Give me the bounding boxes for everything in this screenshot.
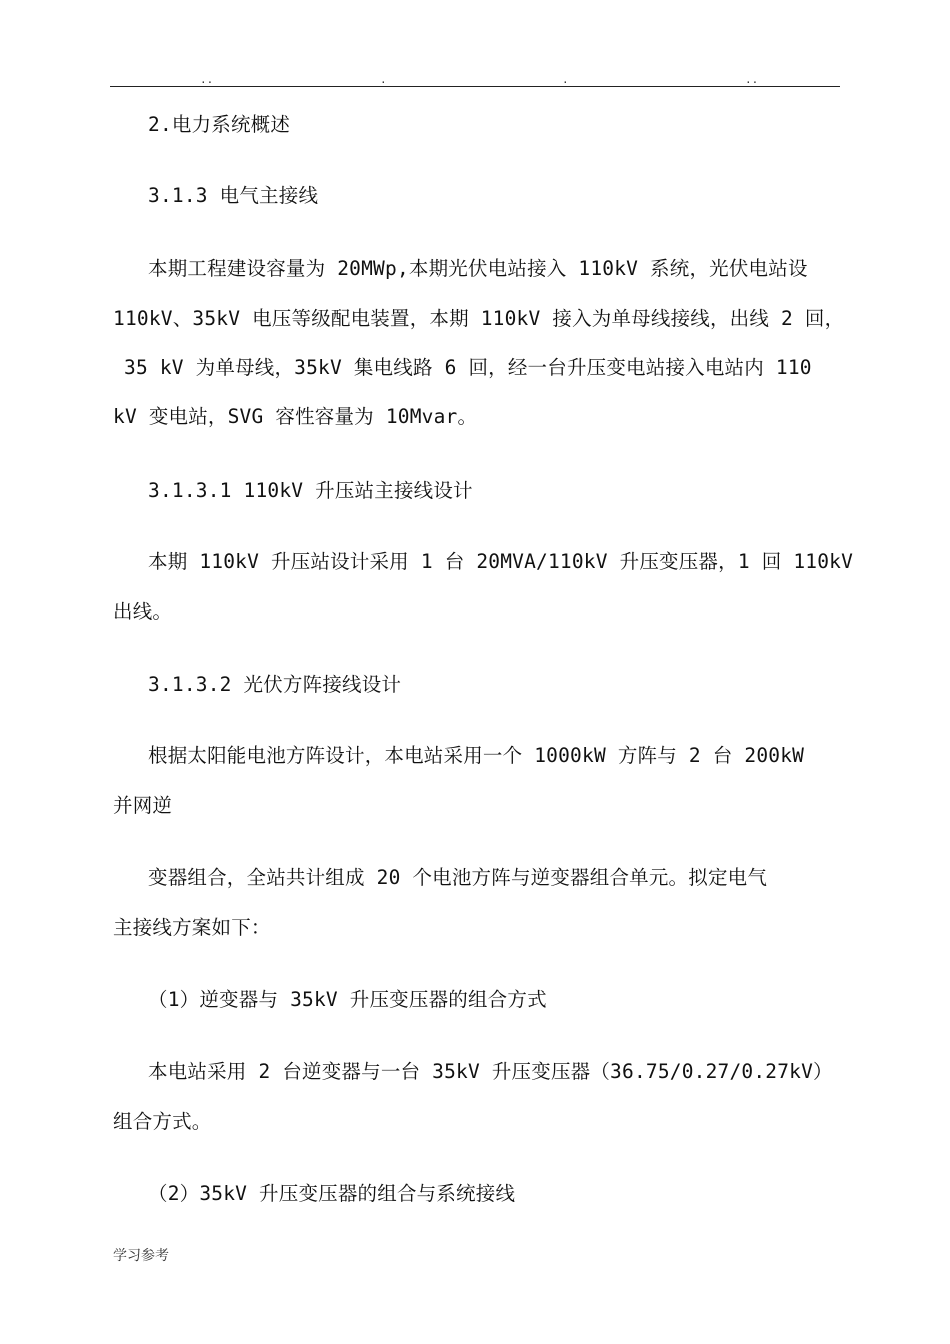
list-item-heading: （2）35kV 升压变压器的组合与系统接线 <box>148 1182 516 1205</box>
paragraph-line: 并网逆 <box>113 794 173 817</box>
header-rule <box>110 86 840 87</box>
list-item-heading: （1）逆变器与 35kV 升压变压器的组合方式 <box>148 988 547 1011</box>
header-mark: .. <box>745 73 759 86</box>
page-footer: 学习参考 <box>113 1248 169 1264</box>
section-heading: 3.1.3.1 110kV 升压站主接线设计 <box>148 479 473 502</box>
paragraph-line: 本期工程建设容量为 20MWp,本期光伏电站接入 110kV 系统，光伏电站设 <box>148 257 808 280</box>
paragraph-line: 主接线方案如下： <box>113 916 271 939</box>
paragraph-line: 组合方式。 <box>113 1110 212 1133</box>
paragraph-line: 35 kV 为单母线，35kV 集电线路 6 回，经一台升压变电站接入电站内 110 <box>124 356 812 379</box>
paragraph-line: 变器组合，全站共计组成 20 个电池方阵与逆变器组合单元。拟定电气 <box>148 866 768 889</box>
paragraph-line: 本电站采用 2 台逆变器与一台 35kV 升压变压器（36.75/0.27/0.27kV） <box>148 1060 833 1083</box>
header-mark: . <box>562 73 569 86</box>
paragraph-line: 本期 110kV 升压站设计采用 1 台 20MVA/110kV 升压变压器，1 回 110kV <box>148 550 854 573</box>
header-mark: . <box>380 73 387 86</box>
section-heading: 2.电力系统概述 <box>148 113 291 136</box>
section-heading: 3.1.3 电气主接线 <box>148 184 319 207</box>
header-mark: .. <box>200 73 214 86</box>
section-heading: 3.1.3.2 光伏方阵接线设计 <box>148 673 402 696</box>
paragraph-line: 110kV、35kV 电压等级配电装置，本期 110kV 接入为单母线接线，出线 2 回， <box>113 307 845 330</box>
paragraph-line: kV 变电站，SVG 容性容量为 10Mvar。 <box>113 405 478 428</box>
paragraph-line: 出线。 <box>113 600 173 623</box>
paragraph-line: 根据太阳能电池方阵设计，本电站采用一个 1000kW 方阵与 2 台 200kW <box>148 744 805 767</box>
